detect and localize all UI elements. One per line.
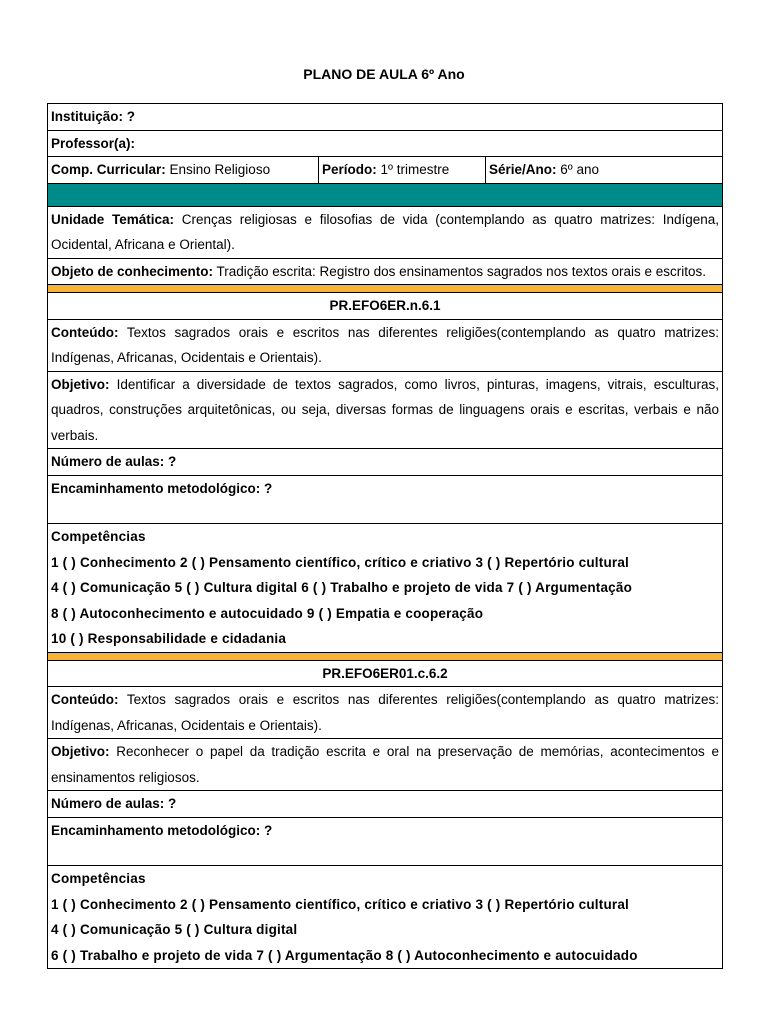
teal-divider <box>48 183 723 206</box>
numero-aulas-label: Número de aulas: ? <box>51 796 177 811</box>
objeto-label: Objeto de conhecimento: <box>51 263 214 279</box>
serie-cell <box>486 157 723 184</box>
competencias-line: 8 ( ) Autoconhecimento e autocuidado 9 ( ) Empatia e cooperação <box>51 605 484 621</box>
objetivo-value: Reconhecer o papel da tradição escrita e oral na preservação de memórias, acontecimentos e ensinamentos religiosos. <box>51 744 720 785</box>
numero-aulas-label: Número de aulas: ? <box>51 454 177 469</box>
numero-aulas-cell <box>48 449 723 476</box>
objetivo-value: Identificar a diversidade de textos sagrados, como livros, pinturas, imagens, vitrais, esculturas, quadros, construções arquitetônicas, ou seja, diversas formas de linguagens orais e escritas, verbais e não verbais. <box>51 376 720 443</box>
professor-cell <box>48 130 723 157</box>
competencias-line: 1 ( ) Conhecimento 2 ( ) Pensamento científico, crítico e criativo 3 ( ) Repertório cultural <box>51 896 630 912</box>
instituicao-label: Instituição: ? <box>51 109 135 124</box>
conteudo-cell <box>48 319 723 371</box>
instituicao-cell <box>48 104 723 131</box>
objeto-value: Tradição escrita: Registro dos ensinamentos sagrados nos textos orais e escritos. <box>213 263 707 279</box>
section-code: PR.EFO6ER01.c.6.2 <box>48 660 723 687</box>
periodo-cell <box>319 157 486 184</box>
serie-value: 6º ano <box>556 162 599 177</box>
objetivo-cell <box>48 371 723 449</box>
comp-curricular-cell <box>48 157 319 184</box>
conteudo-value: Textos sagrados orais e escritos nas diferentes religiões(contemplando as quatro matrizes: Indígenas, Africanas, Ocidentais e Orientais). <box>51 692 720 733</box>
competencias-line: 4 ( ) Comunicação 5 ( ) Cultura digital <box>51 922 298 937</box>
section-code: PR.EFO6ER.n.6.1 <box>48 293 723 320</box>
periodo-value: 1º trimestre <box>376 162 450 177</box>
conteudo-cell <box>48 687 723 739</box>
competencias-line: 6 ( ) Trabalho e projeto de vida 7 ( ) Argumentação 8 ( ) Autoconhecimento e autocuidado <box>51 947 638 963</box>
page-title: PLANO DE AULA 6º Ano <box>303 66 465 82</box>
lesson-plan-table <box>47 103 723 969</box>
competencias-cell <box>48 866 723 969</box>
competencias-line: 4 ( ) Comunicação 5 ( ) Cultura digital 6 ( ) Trabalho e projeto de vida 7 ( ) Argumentação <box>51 580 633 595</box>
orange-divider <box>48 652 723 660</box>
competencias-line: 10 ( ) Responsabilidade e cidadania <box>51 631 287 646</box>
unidade-value: Crenças religiosas e filosofias de vida (contemplando as quatro matrizes: Indígena, Ocidental, Africana e Oriental). <box>51 211 720 252</box>
objeto-conhecimento-cell <box>48 258 723 285</box>
serie-label: Série/Ano: <box>489 162 557 177</box>
unidade-label: Unidade Temática: <box>51 211 175 227</box>
conteudo-value: Textos sagrados orais e escritos nas diferentes religiões(contemplando as quatro matrizes: Indígenas, Africanas, Ocidentais e Orientais). <box>51 324 720 365</box>
competencias-cell <box>48 524 723 653</box>
objetivo-label: Objetivo: <box>51 376 110 392</box>
conteudo-label: Conteúdo: <box>51 324 119 340</box>
encaminhamento-cell <box>48 475 723 524</box>
encaminhamento-label: Encaminhamento metodológico: ? <box>51 822 273 838</box>
competencias-line: 1 ( ) Conhecimento 2 ( ) Pensamento científico, crítico e criativo 3 ( ) Repertório cultural <box>51 554 630 570</box>
unidade-tematica-cell <box>48 206 723 258</box>
encaminhamento-label: Encaminhamento metodológico: ? <box>51 480 273 496</box>
professor-label: Professor(a): <box>51 135 136 151</box>
objetivo-label: Objetivo: <box>51 744 110 759</box>
orange-divider <box>48 285 723 293</box>
numero-aulas-cell <box>48 791 723 818</box>
conteudo-label: Conteúdo: <box>51 692 119 707</box>
competencias-title: Competências <box>51 529 146 544</box>
comp-curricular-value: Ensino Religioso <box>165 162 271 177</box>
competencias-title: Competências <box>51 871 146 886</box>
periodo-label: Período: <box>322 162 377 177</box>
encaminhamento-cell <box>48 817 723 866</box>
comp-curricular-label: Comp. Curricular: <box>51 162 166 177</box>
objetivo-cell <box>48 739 723 791</box>
